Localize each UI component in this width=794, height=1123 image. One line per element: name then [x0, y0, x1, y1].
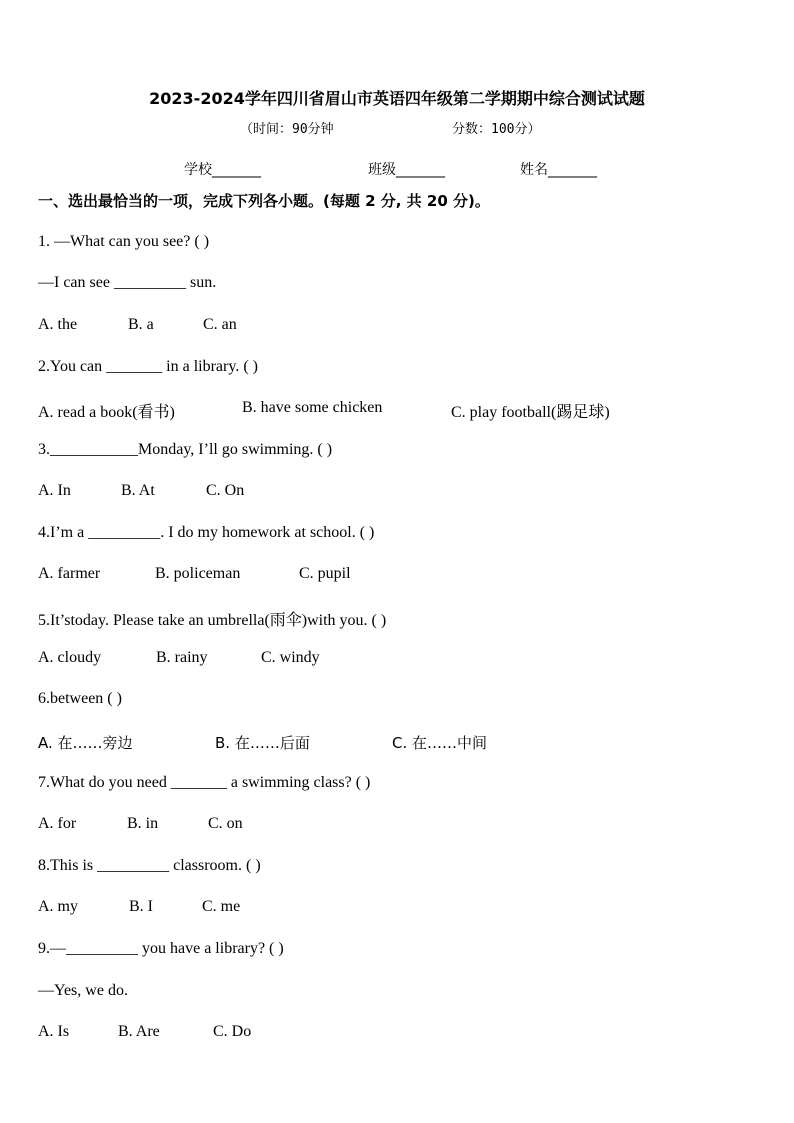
question-3-stem: 3.___________Monday, I’ll go swimming. ( ): [38, 441, 333, 458]
question-8-option-a: A. my: [38, 898, 78, 915]
question-2-option-a: A. read a book(看书): [38, 404, 175, 421]
exam-time: （时间：90分钟: [240, 122, 334, 137]
question-5-option-b: B. rainy: [156, 649, 208, 666]
question-3-option-c: C. On: [206, 482, 245, 499]
question-5-stem: 5.It’stoday. Please take an umbrella(雨伞)with you. ( ): [38, 612, 387, 629]
question-3-option-b: B. At: [121, 482, 155, 499]
question-9-option-b: B. Are: [118, 1023, 160, 1040]
question-6-option-b: B. 在……后面: [215, 734, 310, 752]
question-6-option-c: C. 在……中间: [392, 734, 488, 752]
question-4-option-c: C. pupil: [299, 565, 351, 582]
question-9-option-a: A. Is: [38, 1023, 70, 1040]
class-field: 班级_______: [368, 162, 445, 178]
question-4-stem: 4.I’m a _________. I do my homework at school. ( ): [38, 524, 375, 541]
question-8-stem: 8.This is _________ classroom. ( ): [38, 857, 261, 874]
question-8-option-c: C. me: [202, 898, 241, 915]
question-7-option-b: B. in: [127, 815, 159, 832]
question-3-option-a: A. In: [38, 482, 71, 499]
question-2-option-c: C. play football(踢足球): [451, 404, 610, 421]
school-field: 学校_______: [184, 162, 261, 178]
question-1-stem-line-1: 1. —What can you see? ( ): [38, 233, 210, 250]
question-7-stem: 7.What do you need _______ a swimming class? ( ): [38, 774, 371, 791]
question-7-option-c: C. on: [208, 815, 243, 832]
question-9-stem-line-2: —Yes, we do.: [38, 982, 128, 999]
question-1-stem-line-2: —I can see _________ sun.: [38, 274, 217, 291]
question-9-option-c: C. Do: [213, 1023, 252, 1040]
question-1-option-b: B. a: [128, 316, 154, 333]
question-7-option-a: A. for: [38, 815, 77, 832]
name-field: 姓名_______: [520, 162, 597, 178]
question-5-option-c: C. windy: [261, 649, 320, 666]
question-1-option-c: C. an: [203, 316, 237, 333]
page-title: 2023-2024学年四川省眉山市英语四年级第二学期期中综合测试试题: [149, 89, 645, 108]
question-5-option-a: A. cloudy: [38, 649, 102, 666]
section-heading: 一、选出最恰当的一项，完成下列各小题。(每题 2 分, 共 20 分)。: [38, 192, 490, 210]
question-6-option-a: A. 在……旁边: [38, 734, 133, 752]
question-1-option-a: A. the: [38, 316, 78, 333]
question-2-stem: 2.You can _______ in a library. ( ): [38, 358, 258, 375]
question-2-option-b: B. have some chicken: [242, 399, 383, 416]
question-4-option-a: A. farmer: [38, 565, 101, 582]
question-9-stem-line-1: 9.—_________ you have a library? ( ): [38, 940, 284, 957]
question-6-stem: 6.between ( ): [38, 690, 122, 707]
question-4-option-b: B. policeman: [155, 565, 241, 582]
exam-score: 分数：100分）: [452, 122, 541, 137]
question-8-option-b: B. I: [129, 898, 153, 915]
